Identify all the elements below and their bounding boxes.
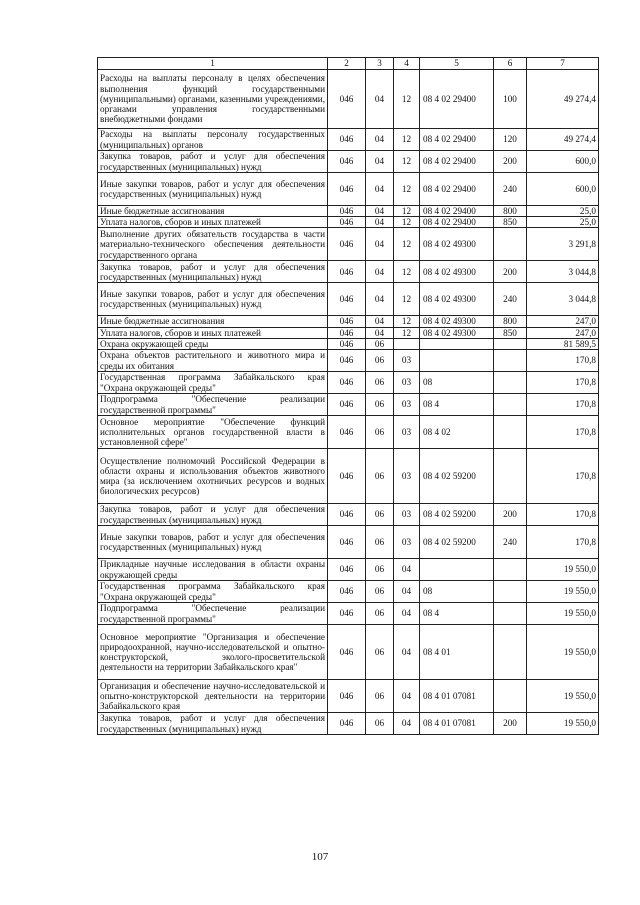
row-subsection: 03 xyxy=(394,350,420,372)
row-amount: 25,0 xyxy=(527,217,599,228)
table-row xyxy=(98,680,599,713)
row-name: Основное мероприятие "Обеспечение функций исполнительных органов государственной власти в установленной сфере" xyxy=(98,416,328,449)
row-target-code: 08 4 02 49300 xyxy=(420,261,494,283)
row-section: 04 xyxy=(366,228,394,261)
row-section: 06 xyxy=(366,372,394,394)
table-row xyxy=(98,713,599,735)
row-subsection: 12 xyxy=(394,327,420,338)
row-amount: 3 291,8 xyxy=(527,228,599,261)
row-amount: 81 589,5 xyxy=(527,338,599,349)
row-expense-type xyxy=(494,228,527,261)
row-expense-type xyxy=(494,603,527,625)
row-subsection xyxy=(394,338,420,349)
row-subsection: 03 xyxy=(394,526,420,559)
row-section: 06 xyxy=(366,394,394,416)
row-subsection: 04 xyxy=(394,603,420,625)
row-ved: 046 xyxy=(328,327,366,338)
table-row xyxy=(98,261,599,283)
row-name: Закупка товаров, работ и услуг для обеспечения государственных (муниципальных) нужд xyxy=(98,713,328,735)
row-ved: 046 xyxy=(328,316,366,327)
row-ved: 046 xyxy=(328,581,366,603)
row-ved: 046 xyxy=(328,206,366,217)
row-target-code xyxy=(420,338,494,349)
row-name: Иные закупки товаров, работ и услуг для обеспечения государственных (муниципальных) нужд xyxy=(98,283,328,316)
row-expense-type: 850 xyxy=(494,327,527,338)
row-section: 06 xyxy=(366,603,394,625)
row-expense-type xyxy=(494,625,527,680)
table-row xyxy=(98,581,599,603)
row-amount: 170,8 xyxy=(527,504,599,526)
row-amount: 19 550,0 xyxy=(527,625,599,680)
budget-table xyxy=(97,57,599,735)
row-expense-type: 100 xyxy=(494,70,527,129)
row-subsection: 03 xyxy=(394,504,420,526)
row-ved: 046 xyxy=(328,449,366,504)
row-ved: 046 xyxy=(328,526,366,559)
row-amount: 170,8 xyxy=(527,350,599,372)
row-section: 04 xyxy=(366,261,394,283)
row-ved: 046 xyxy=(328,350,366,372)
row-target-code: 08 4 02 29400 xyxy=(420,70,494,129)
row-section: 06 xyxy=(366,350,394,372)
row-target-code: 08 4 02 59200 xyxy=(420,526,494,559)
table-row xyxy=(98,338,599,349)
row-target-code: 08 4 xyxy=(420,603,494,625)
row-section: 04 xyxy=(366,316,394,327)
table-row xyxy=(98,625,599,680)
row-ved: 046 xyxy=(328,394,366,416)
table-row xyxy=(98,283,599,316)
row-ved: 046 xyxy=(328,504,366,526)
row-amount: 3 044,8 xyxy=(527,261,599,283)
row-name: Иные бюджетные ассигнования xyxy=(98,206,328,217)
table-row xyxy=(98,173,599,206)
row-ved: 046 xyxy=(328,559,366,581)
row-section: 06 xyxy=(366,416,394,449)
row-amount: 49 274,4 xyxy=(527,70,599,129)
row-name: Расходы на выплаты персоналу государственных (муниципальных) органов xyxy=(98,129,328,151)
row-name: Осуществление полномочий Российской Федерации в области охраны и использования объектов животного мира (за исключением охотничьих ресурсов и водных биологических ресурсов) xyxy=(98,449,328,504)
row-subsection: 12 xyxy=(394,70,420,129)
table-body xyxy=(98,70,599,735)
row-target-code: 08 4 02 29400 xyxy=(420,173,494,206)
row-amount: 170,8 xyxy=(527,372,599,394)
table-row xyxy=(98,228,599,261)
budget-table-sheet xyxy=(97,57,599,735)
row-section: 06 xyxy=(366,449,394,504)
row-name: Закупка товаров, работ и услуг для обеспечения государственных (муниципальных) нужд xyxy=(98,151,328,173)
row-expense-type xyxy=(494,559,527,581)
row-target-code xyxy=(420,350,494,372)
page-number: 107 xyxy=(311,851,329,863)
table-row xyxy=(98,151,599,173)
row-name: Иные закупки товаров, работ и услуг для обеспечения государственных (муниципальных) нужд xyxy=(98,173,328,206)
row-target-code: 08 4 02 59200 xyxy=(420,449,494,504)
row-expense-type: 800 xyxy=(494,206,527,217)
row-section: 06 xyxy=(366,680,394,713)
row-name: Подпрограмма "Обеспечение реализации государственной программы" xyxy=(98,394,328,416)
row-target-code: 08 4 02 59200 xyxy=(420,504,494,526)
row-subsection: 12 xyxy=(394,283,420,316)
row-name: Расходы на выплаты персоналу в целях обеспечения выполнения функций государственными (муниципальными) органами, казенными учреждениями, органами управления государственными внебюджетными фондами xyxy=(98,70,328,129)
table-row xyxy=(98,394,599,416)
table-row xyxy=(98,316,599,327)
row-target-code: 08 4 02 29400 xyxy=(420,151,494,173)
row-amount: 170,8 xyxy=(527,416,599,449)
row-name: Уплата налогов, сборов и иных платежей xyxy=(98,217,328,228)
row-subsection: 03 xyxy=(394,372,420,394)
row-subsection: 12 xyxy=(394,228,420,261)
row-amount: 600,0 xyxy=(527,173,599,206)
row-ved: 046 xyxy=(328,625,366,680)
row-subsection: 12 xyxy=(394,206,420,217)
row-subsection: 12 xyxy=(394,173,420,206)
row-subsection: 03 xyxy=(394,416,420,449)
row-target-code xyxy=(420,559,494,581)
row-ved: 046 xyxy=(328,217,366,228)
row-section: 06 xyxy=(366,581,394,603)
row-target-code: 08 4 01 07081 xyxy=(420,713,494,735)
header-col-3: 3 xyxy=(366,58,394,70)
row-section: 04 xyxy=(366,173,394,206)
row-target-code: 08 4 02 29400 xyxy=(420,217,494,228)
row-amount: 19 550,0 xyxy=(527,713,599,735)
row-name: Подпрограмма "Обеспечение реализации государственной программы" xyxy=(98,603,328,625)
row-subsection: 03 xyxy=(394,394,420,416)
row-section: 06 xyxy=(366,338,394,349)
table-row xyxy=(98,449,599,504)
row-name: Организация и обеспечение научно-исследовательской и опытно-конструкторской деятельности на территории Забайкальского края xyxy=(98,680,328,713)
row-amount: 49 274,4 xyxy=(527,129,599,151)
row-amount: 19 550,0 xyxy=(527,559,599,581)
row-name: Государственная программа Забайкальского края "Охрана окружающей среды" xyxy=(98,581,328,603)
row-target-code: 08 4 02 29400 xyxy=(420,206,494,217)
row-expense-type: 800 xyxy=(494,316,527,327)
row-target-code: 08 4 01 xyxy=(420,625,494,680)
row-ved: 046 xyxy=(328,70,366,129)
row-name: Основное мероприятие "Организация и обеспечение природоохранной, научно-исследовательской и опытно- конструкторской, эколого-просветительской деятельности на территории Забайкальского края" xyxy=(98,625,328,680)
row-expense-type xyxy=(494,350,527,372)
row-ved: 046 xyxy=(328,228,366,261)
table-row xyxy=(98,416,599,449)
row-expense-type xyxy=(494,338,527,349)
row-target-code: 08 4 02 49300 xyxy=(420,228,494,261)
row-section: 06 xyxy=(366,559,394,581)
table-row xyxy=(98,129,599,151)
row-expense-type: 850 xyxy=(494,217,527,228)
row-subsection: 12 xyxy=(394,217,420,228)
row-subsection: 04 xyxy=(394,581,420,603)
row-amount: 600,0 xyxy=(527,151,599,173)
row-name: Прикладные научные исследования в области охраны окружающей среды xyxy=(98,559,328,581)
row-expense-type: 200 xyxy=(494,504,527,526)
row-subsection: 12 xyxy=(394,129,420,151)
row-subsection: 04 xyxy=(394,625,420,680)
table-row xyxy=(98,504,599,526)
row-name: Закупка товаров, работ и услуг для обеспечения государственных (муниципальных) нужд xyxy=(98,504,328,526)
row-expense-type xyxy=(494,416,527,449)
row-expense-type xyxy=(494,680,527,713)
row-expense-type: 200 xyxy=(494,713,527,735)
table-row xyxy=(98,372,599,394)
row-section: 04 xyxy=(366,283,394,316)
row-target-code: 08 4 xyxy=(420,394,494,416)
row-target-code: 08 4 01 07081 xyxy=(420,680,494,713)
row-expense-type: 120 xyxy=(494,129,527,151)
row-name: Закупка товаров, работ и услуг для обеспечения государственных (муниципальных) нужд xyxy=(98,261,328,283)
row-amount: 247,0 xyxy=(527,316,599,327)
row-amount: 19 550,0 xyxy=(527,581,599,603)
row-amount: 170,8 xyxy=(527,449,599,504)
row-section: 04 xyxy=(366,151,394,173)
row-expense-type: 240 xyxy=(494,283,527,316)
row-subsection: 04 xyxy=(394,680,420,713)
row-section: 06 xyxy=(366,625,394,680)
row-name: Уплата налогов, сборов и иных платежей xyxy=(98,327,328,338)
table-row xyxy=(98,206,599,217)
row-subsection: 04 xyxy=(394,713,420,735)
row-expense-type xyxy=(494,372,527,394)
row-ved: 046 xyxy=(328,283,366,316)
row-name: Иные закупки товаров, работ и услуг для обеспечения государственных (муниципальных) нужд xyxy=(98,526,328,559)
header-row xyxy=(98,58,599,70)
row-target-code: 08 4 02 29400 xyxy=(420,129,494,151)
row-ved: 046 xyxy=(328,129,366,151)
table-row xyxy=(98,70,599,129)
row-ved: 046 xyxy=(328,338,366,349)
row-name: Государственная программа Забайкальского края "Охрана окружающей среды" xyxy=(98,372,328,394)
header-col-7: 7 xyxy=(527,58,599,70)
header-col-5: 5 xyxy=(420,58,494,70)
row-subsection: 12 xyxy=(394,316,420,327)
row-subsection: 12 xyxy=(394,151,420,173)
row-target-code: 08 4 02 xyxy=(420,416,494,449)
row-section: 04 xyxy=(366,327,394,338)
header-col-2: 2 xyxy=(328,58,366,70)
row-section: 06 xyxy=(366,504,394,526)
row-name: Охрана окружающей среды xyxy=(98,338,328,349)
row-ved: 046 xyxy=(328,416,366,449)
row-name: Выполнение других обязательств государства в части материально-технического обеспечения деятельности государственного органа xyxy=(98,228,328,261)
table-row xyxy=(98,559,599,581)
header-col-1: 1 xyxy=(98,58,328,70)
row-target-code: 08 xyxy=(420,372,494,394)
row-expense-type xyxy=(494,394,527,416)
row-subsection: 03 xyxy=(394,449,420,504)
table-row xyxy=(98,327,599,338)
row-ved: 046 xyxy=(328,680,366,713)
row-name: Иные бюджетные ассигнования xyxy=(98,316,328,327)
row-amount: 25,0 xyxy=(527,206,599,217)
row-section: 04 xyxy=(366,217,394,228)
row-expense-type: 240 xyxy=(494,526,527,559)
row-target-code: 08 4 02 49300 xyxy=(420,283,494,316)
row-ved: 046 xyxy=(328,151,366,173)
row-target-code: 08 4 02 49300 xyxy=(420,327,494,338)
row-amount: 170,8 xyxy=(527,526,599,559)
row-expense-type: 240 xyxy=(494,173,527,206)
row-target-code: 08 xyxy=(420,581,494,603)
row-ved: 046 xyxy=(328,603,366,625)
row-section: 06 xyxy=(366,713,394,735)
row-amount: 170,8 xyxy=(527,394,599,416)
row-section: 04 xyxy=(366,129,394,151)
row-name: Охрана объектов растительного и животного мира и среды их обитания xyxy=(98,350,328,372)
row-amount: 19 550,0 xyxy=(527,603,599,625)
row-subsection: 04 xyxy=(394,559,420,581)
row-ved: 046 xyxy=(328,173,366,206)
row-section: 06 xyxy=(366,526,394,559)
row-expense-type: 200 xyxy=(494,261,527,283)
row-expense-type xyxy=(494,449,527,504)
table-row xyxy=(98,526,599,559)
header-col-6: 6 xyxy=(494,58,527,70)
row-section: 04 xyxy=(366,70,394,129)
header-col-4: 4 xyxy=(394,58,420,70)
row-ved: 046 xyxy=(328,372,366,394)
row-subsection: 12 xyxy=(394,261,420,283)
row-ved: 046 xyxy=(328,261,366,283)
row-amount: 19 550,0 xyxy=(527,680,599,713)
row-amount: 247,0 xyxy=(527,327,599,338)
table-row xyxy=(98,350,599,372)
row-amount: 3 044,8 xyxy=(527,283,599,316)
row-expense-type: 200 xyxy=(494,151,527,173)
row-target-code: 08 4 02 49300 xyxy=(420,316,494,327)
table-row xyxy=(98,603,599,625)
table-row xyxy=(98,217,599,228)
row-expense-type xyxy=(494,581,527,603)
row-ved: 046 xyxy=(328,713,366,735)
row-section: 04 xyxy=(366,206,394,217)
